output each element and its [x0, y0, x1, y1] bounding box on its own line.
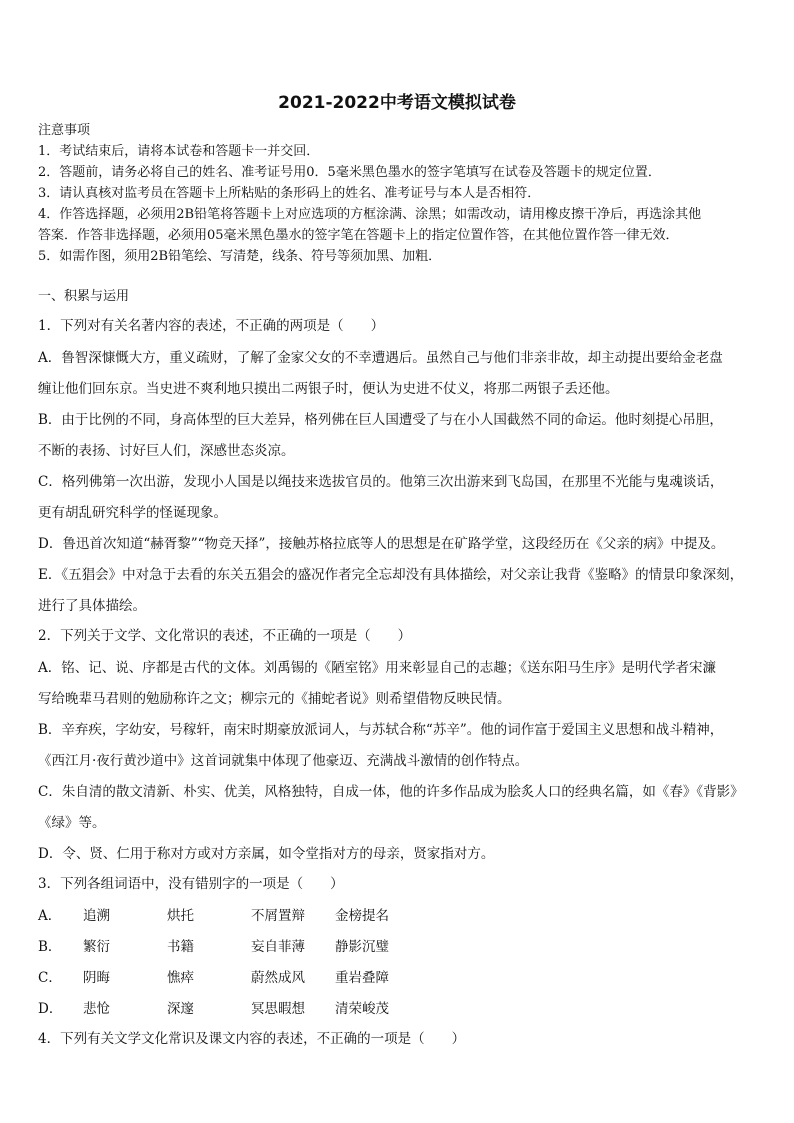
- question-1-option-b: [38, 405, 773, 467]
- option-label: B．: [38, 939, 62, 955]
- notice-line: 答案．作答非选择题，必须用05毫米黑色墨水的签字笔在答题卡上的指定位置作答，在其他位置作答一律无效．: [38, 228, 679, 243]
- word: 悲怆: [83, 1001, 110, 1017]
- word: 妄自菲薄: [251, 939, 305, 955]
- word: 书籍: [167, 939, 194, 955]
- question-2-stem: 2．下列关于文学、文化常识的表述，不正确的一项是（ ）: [38, 628, 412, 644]
- option-text: 《西江月·夜行黄沙道中》这首词就集中体现了他豪迈、充满战斗激情的创作特点。: [38, 753, 529, 769]
- question-1-stem: 1．下列对有关名著内容的表述，不正确的两项是（ ）: [38, 318, 385, 334]
- question-3-stem: 3．下列各组词语中，没有错别字的一项是（ ）: [38, 876, 344, 892]
- option-text: C．格列佛第一次出游，发现小人国是以绳技来选拔官员的。他第三次出游来到飞岛国，在那里不光能与鬼魂谈话，: [38, 474, 724, 490]
- option-text: B．由于比例的不同，身高体型的巨大差异，格列佛在巨人国遭受了与在小人国截然不同的命运。他时刻提心吊胆，: [38, 412, 723, 428]
- word: 冥思暇想: [251, 1001, 305, 1017]
- question-4-stem: 4．下列有关文学文化常识及课文内容的表述，不正确的一项是（ ）: [38, 1031, 466, 1047]
- word: 追溯: [83, 908, 110, 924]
- option-label: D．: [38, 1001, 63, 1017]
- word: 烘托: [167, 908, 194, 924]
- word: 深邃: [167, 1001, 194, 1017]
- word: 清荣峻茂: [335, 1001, 389, 1017]
- question-body: [38, 312, 773, 1056]
- option-text: 写给晚辈马君则的勉励称许之文；柳宗元的《捕蛇者说》则希望借物反映民情。: [38, 691, 511, 707]
- notice-line: 3．请认真核对监考员在答题卡上所粘贴的条形码上的姓名、准考证号与本人是否相符．: [38, 186, 541, 201]
- section-heading: 一、积累与运用: [38, 289, 130, 304]
- question-1-option-a: [38, 343, 773, 405]
- question-3-option-d: [38, 994, 773, 1025]
- option-text: B．辛弃疾，字幼安，号稼轩，南宋时期豪放派词人，与苏轼合称“苏辛”。他的词作富于爱国主义思想和战斗精神，: [38, 722, 724, 738]
- notice-line: 2．答题前，请务必将自己的姓名、准考证号用0．5毫米黑色墨水的签字笔填写在试卷及答题卡的规定位置．: [38, 165, 661, 180]
- option-text: C．朱自清的散文清新、朴实、优美，风格独特，自成一体，他的许多作品成为脍炙人口的经典名篇，如《春》《背影》: [38, 784, 744, 800]
- notice-heading: 注意事项: [38, 123, 91, 138]
- question-3-option-b: [38, 932, 773, 963]
- notice-line: 5．如需作图，须用2B铅笔绘、写清楚，线条、符号等须加黑、加粗．: [38, 249, 442, 264]
- word: 阴晦: [83, 970, 110, 986]
- notice-line: 1．考试结束后，请将本试卷和答题卡一并交回．: [38, 144, 320, 159]
- page-title: 2021-2022中考语文模拟试卷: [278, 93, 516, 113]
- word: 金榜提名: [335, 908, 389, 924]
- question-2-option-a: [38, 653, 773, 715]
- notice-line: 4．作答选择题，必须用2B铅笔将答题卡上对应选项的方框涂满、涂黑；如需改动，请用橡皮擦干净后，再选涂其他: [38, 207, 702, 222]
- word: 蔚然成风: [251, 970, 305, 986]
- option-label: A．: [38, 908, 62, 924]
- word: 重岩叠障: [335, 970, 389, 986]
- question-3-option-c: [38, 963, 773, 994]
- question-2-option-d: [38, 839, 773, 870]
- option-label: C．: [38, 970, 62, 986]
- option-text: E．《五猖会》中对急于去看的东关五猖会的盛况作者完全忘却没有具体描绘，对父亲让我背《鉴略》的情景印象深刻，: [38, 567, 744, 583]
- question-1-option-d: [38, 529, 773, 560]
- notice-block: [38, 120, 768, 267]
- word: 不屑置辩: [251, 908, 305, 924]
- word: 繁衍: [83, 939, 110, 955]
- option-text: 进行了具体描绘。: [38, 598, 146, 614]
- word: 静影沉璧: [335, 939, 389, 955]
- question-2-option-c: [38, 777, 773, 839]
- question-2-option-b: [38, 715, 773, 777]
- option-text: D．鲁迅首次知道“赫胥黎”“物竞天择”，接触苏格拉底等人的思想是在矿路学堂，这段经历在《父亲的病》中提及。: [38, 536, 725, 552]
- option-text: 不断的表扬、讨好巨人们，深感世态炎凉。: [38, 443, 295, 459]
- question-3-option-a: [38, 901, 773, 932]
- question-1-option-e: [38, 560, 773, 622]
- option-text: D．令、贤、仁用于称对方或对方亲属，如令堂指对方的母亲，贤家指对方。: [38, 846, 495, 862]
- option-text: 缠让他们回东京。当史进不爽利地只摸出二两银子时，便认为史进不仗义，将那二两银子丢还他。: [38, 381, 619, 397]
- option-text: A．铭、记、说、序都是古代的文体。刘禹锡的《陋室铭》用来彰显自己的志趣；《送东阳马生序》是明代学者宋濂: [38, 660, 716, 676]
- word: 憔瘁: [167, 970, 194, 986]
- question-1-option-c: [38, 467, 773, 529]
- option-text: 更有胡乱研究科学的怪诞现象。: [38, 505, 227, 521]
- option-text: A．鲁智深慷慨大方，重义疏财，了解了金家父女的不幸遭遇后。虽然自己与他们非亲非故，却主动提出要给金老盘: [38, 350, 723, 366]
- option-text: 《绿》等。: [38, 815, 106, 831]
